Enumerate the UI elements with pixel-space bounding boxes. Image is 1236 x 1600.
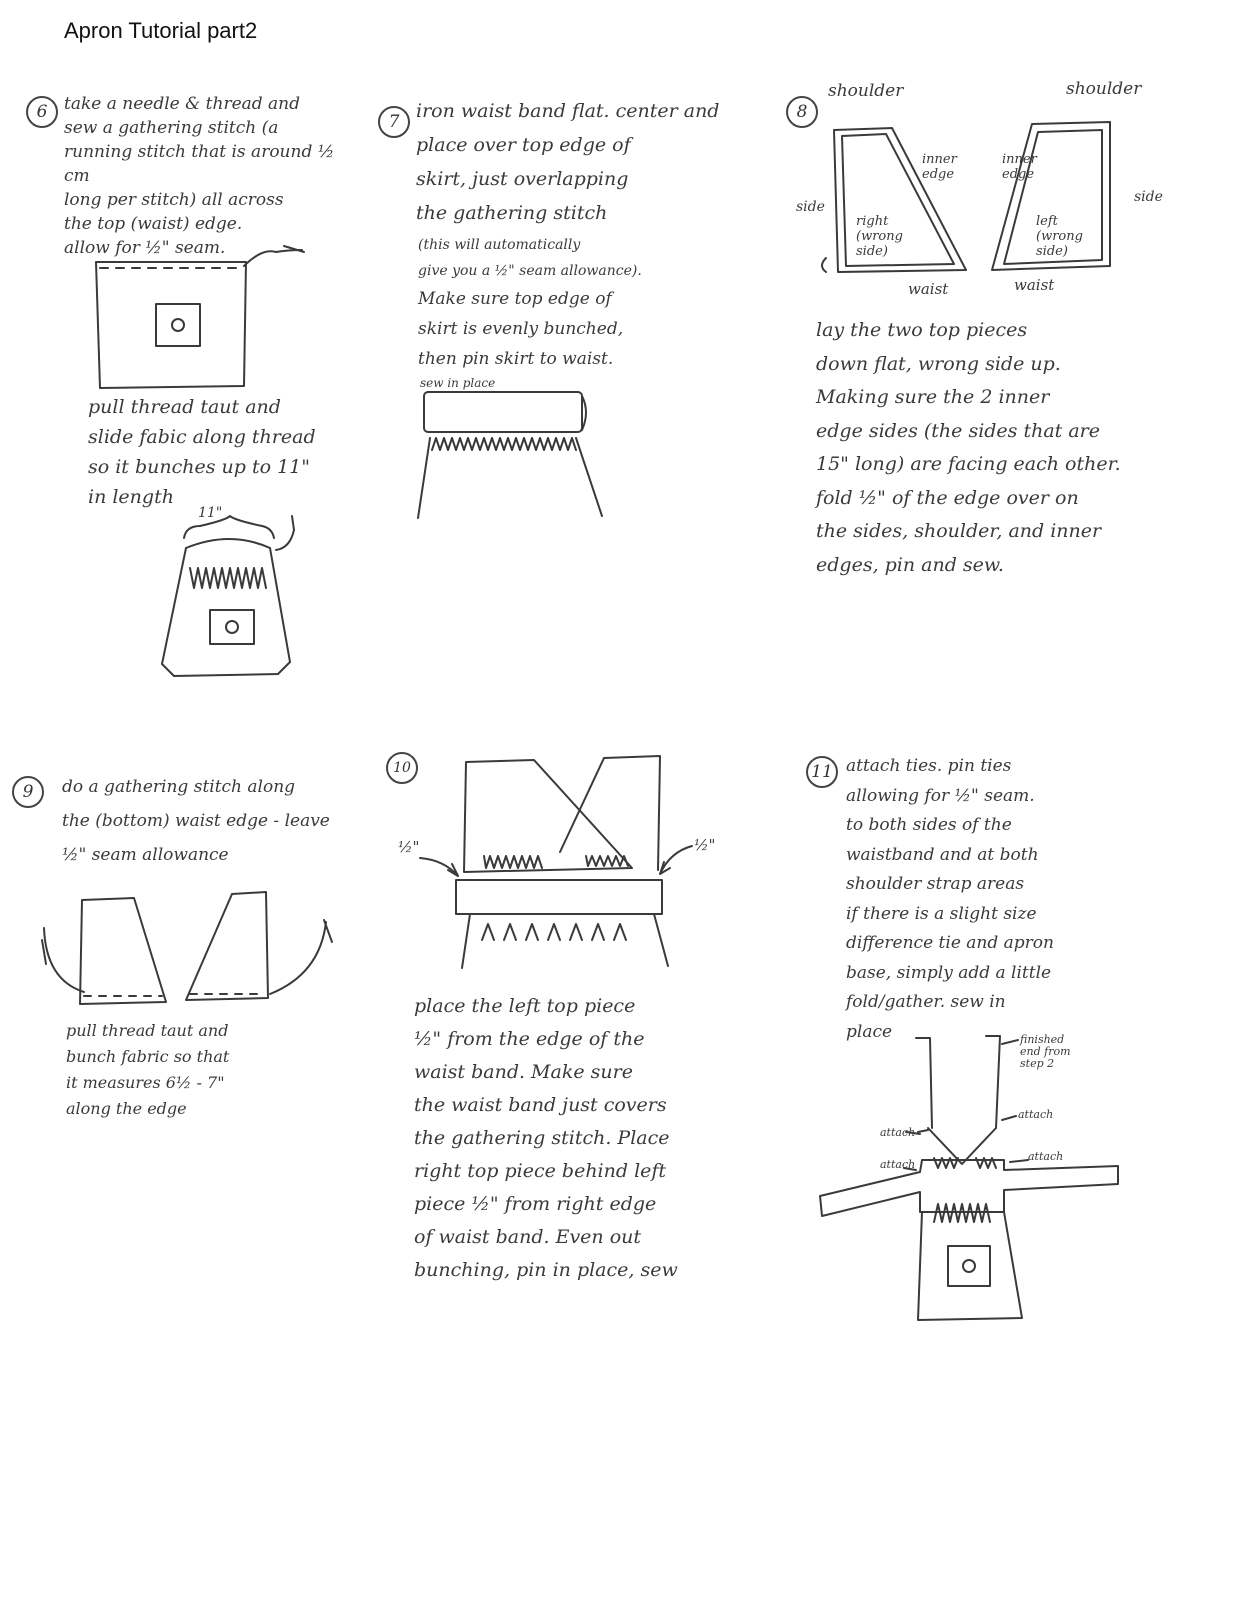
- step-10-instructions: place the left top piece ½" from the edge of the waist band. Make sure the waist band just covers the gathering stitch. Place right top piece behind left piece ½" from right edge of waist band. Even out bunching, pin in place, sew: [414, 995, 678, 1281]
- step-9-instructions-2: pull thread taut and bunch fabric so that it measures 6½ - 7" along the edge: [66, 1021, 230, 1118]
- step-7-instructions-2: Make sure top edge of skirt is evenly bunched, then pin skirt to waist.: [418, 289, 624, 369]
- step-11-attach-label-2: attach: [880, 1126, 916, 1139]
- step-8-waist-left-label: waist: [908, 280, 949, 298]
- step-8-left-piece-label: left (wrong side): [1036, 214, 1083, 259]
- step-9-gathered-pieces-sketch: [42, 892, 332, 1004]
- step-9-instructions: do a gathering stitch along the (bottom) waist edge - leave ½" seam allowance: [62, 777, 330, 865]
- step-6-measure-label: 11": [198, 505, 223, 521]
- step-8-side-left-label: side: [796, 199, 825, 215]
- step-7-note-2: sew in place: [420, 376, 496, 390]
- step-8-shoulder-left-label: shoulder: [828, 81, 904, 101]
- step-11-number: 11: [806, 756, 838, 788]
- step-8-side-right-label: side: [1134, 189, 1163, 205]
- step-8-right-piece-label: right (wrong side): [856, 214, 903, 259]
- step-8-waist-right-label: waist: [1014, 276, 1055, 294]
- step-7-number: 7: [378, 106, 410, 138]
- step-8-number: 8: [786, 96, 818, 128]
- step-8-top-pieces-sketch: [822, 122, 1110, 272]
- step-6-gathered-skirt-sketch: [162, 516, 294, 676]
- step-7-instructions: iron waist band flat. center and place over top edge of skirt, just overlapping the gathering stitch: [416, 100, 720, 224]
- step-10-mark-right: ½": [694, 836, 716, 854]
- step-11-attach-label-3: attach: [880, 1158, 916, 1171]
- step-10-number: 10: [386, 752, 418, 784]
- step-8-inner-edge-right-label: inner edge: [1002, 152, 1037, 182]
- step-10-assembly-sketch: [420, 756, 692, 968]
- step-7-waistband-sketch: [418, 392, 602, 518]
- step-6-fabric-sketch: [96, 246, 304, 388]
- step-11-attach-label-4: attach: [1028, 1150, 1064, 1163]
- step-11-finished-end-label: finished end from step 2: [1020, 1033, 1071, 1070]
- step-11-instructions: attach ties. pin ties allowing for ½" seam. to both sides of the waistband and at both shoulder strap areas if there is a slight size difference tie and apron base, simply add a little fold/gather. sew in place: [846, 756, 1054, 1042]
- step-6-instructions: take a needle & thread and sew a gathering stitch (a running stitch that is around ½ cm long per stitch) all across the top (waist) edge. allow for ½" seam.: [64, 94, 335, 258]
- step-10-mark-left: ½": [398, 838, 420, 856]
- step-6-number: 6: [26, 96, 58, 128]
- page-title: Apron Tutorial part2: [64, 18, 258, 43]
- step-8-instructions: lay the two top pieces down flat, wrong side up. Making sure the 2 inner edge sides (the sides that are 15" long) are facing each other. fold ½" of the edge over on the sides, shoulder, and inner edges, pin and sew.: [816, 319, 1121, 576]
- step-8-inner-edge-left-label: inner edge: [922, 152, 957, 182]
- step-9-number: 9: [12, 776, 44, 808]
- step-11-apron-sketch: [820, 1033, 1118, 1320]
- step-7-note: (this will automatically give you a ½" seam allowance).: [418, 237, 642, 279]
- step-8-shoulder-right-label: shoulder: [1066, 79, 1142, 99]
- step-6-instructions-2: pull thread taut and slide fabic along thread so it bunches up to 11" in length: [88, 396, 316, 508]
- step-11-attach-label-1: attach: [1018, 1108, 1054, 1121]
